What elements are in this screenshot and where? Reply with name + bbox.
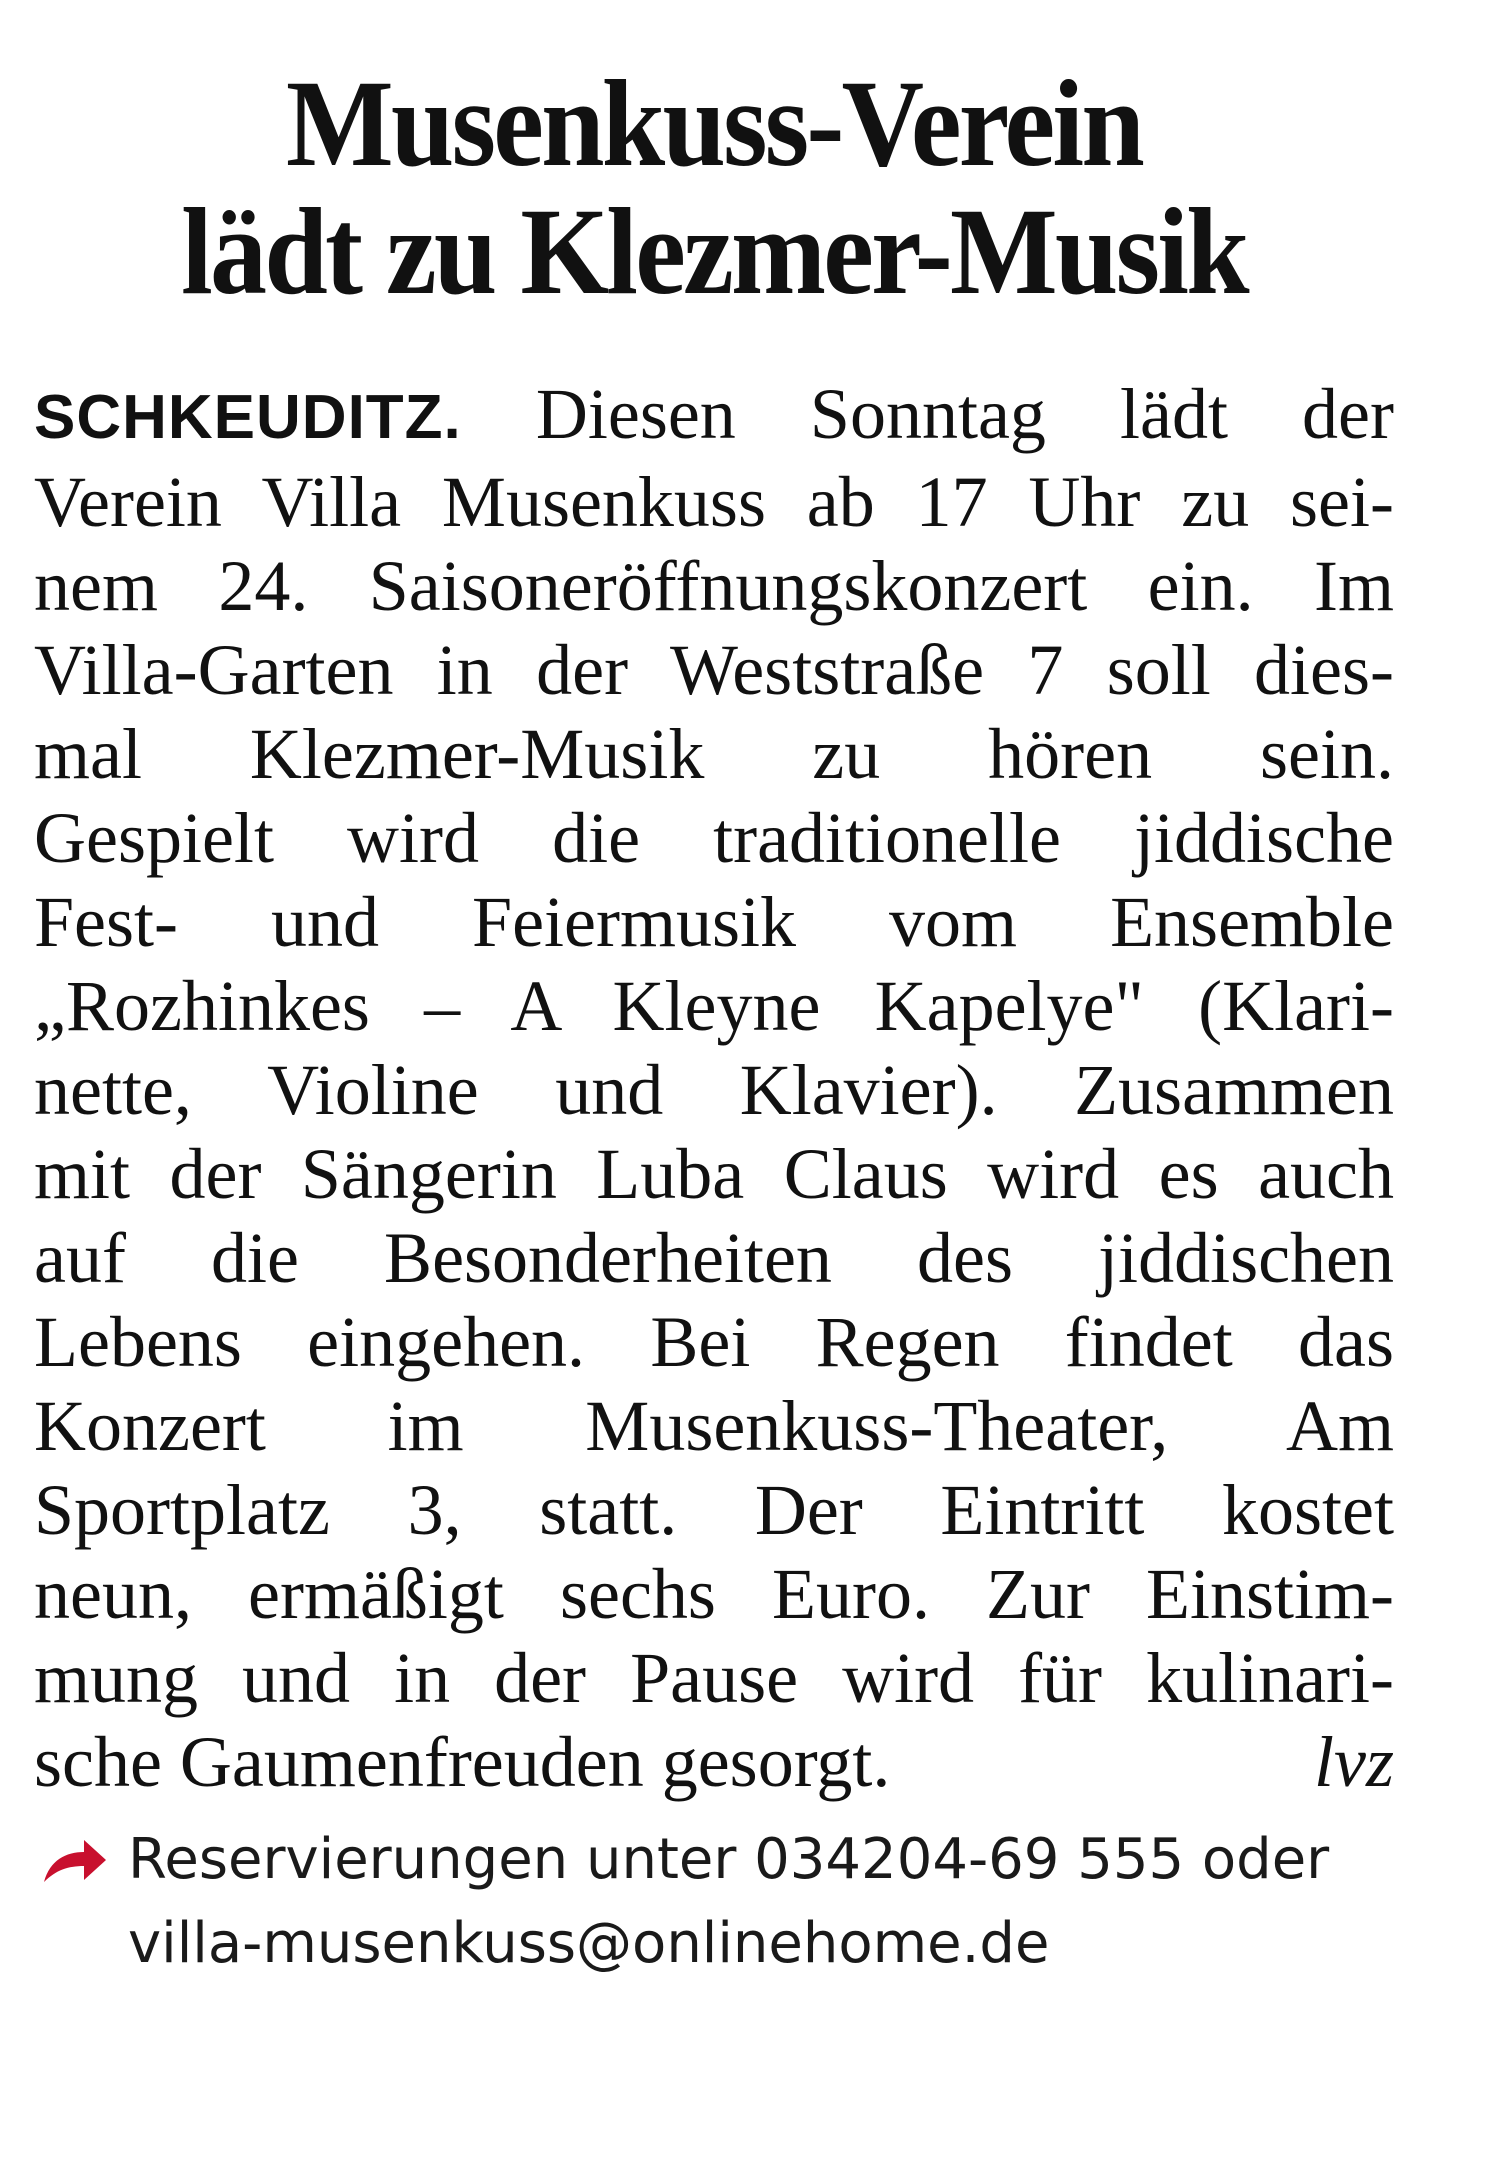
dateline: SCHKEUDITZ.	[34, 383, 462, 452]
body-line: Gespielt wird die traditionelle jiddische	[34, 798, 1394, 878]
body-line: Villa-Garten in der Weststraße 7 soll dies-	[34, 630, 1394, 710]
body-line: Verein Villa Musenkuss ab 17 Uhr zu sei-	[34, 462, 1394, 542]
headline-line: lädt zu Klezmer-Musik	[181, 183, 1247, 320]
article-body	[34, 372, 1394, 1804]
body-text: Diesen Sonntag lädt der	[461, 374, 1394, 454]
body-line: mal Klezmer-Musik zu hören sein.	[34, 714, 1394, 794]
body-line: Sportplatz 3, statt. Der Eintritt kostet	[34, 1470, 1394, 1550]
reservation-phone: Reservierungen unter 034204-69 555 oder	[128, 1827, 1330, 1892]
body-line: „Rozhinkes – A Kleyne Kapelye" (Klari-	[34, 966, 1394, 1046]
author-initials: lvz	[1314, 1722, 1394, 1802]
body-line: mit der Sängerin Luba Claus wird es auch	[34, 1134, 1394, 1214]
article	[34, 55, 1394, 1986]
headline	[88, 55, 1339, 320]
body-text: sche Gaumenfreuden gesorgt.	[34, 1722, 891, 1802]
body-line	[34, 372, 1394, 460]
body-last-line	[34, 1720, 1394, 1804]
body-line: neun, ermäßigt sechs Euro. Zur Einstim-	[34, 1554, 1394, 1634]
body-line: Lebens eingehen. Bei Regen findet das	[34, 1302, 1394, 1382]
body-line: Konzert im Musenkuss-Theater, Am	[34, 1386, 1394, 1466]
body-line: nem 24. Saisoneröffnungskonzert ein. Im	[34, 546, 1394, 626]
reservation-info	[34, 1818, 1394, 1986]
body-line: nette, Violine und Klavier). Zusammen	[34, 1050, 1394, 1130]
arrow-icon	[40, 1832, 110, 1888]
body-line: mung und in der Pause wird für kulinari-	[34, 1638, 1394, 1718]
headline-line: Musenkuss-Verein	[285, 55, 1143, 192]
reservation-email: villa-musenkuss@onlinehome.de	[128, 1911, 1050, 1976]
body-line: Fest- und Feiermusik vom Ensemble	[34, 882, 1394, 962]
body-line: auf die Besonderheiten des jiddischen	[34, 1218, 1394, 1298]
